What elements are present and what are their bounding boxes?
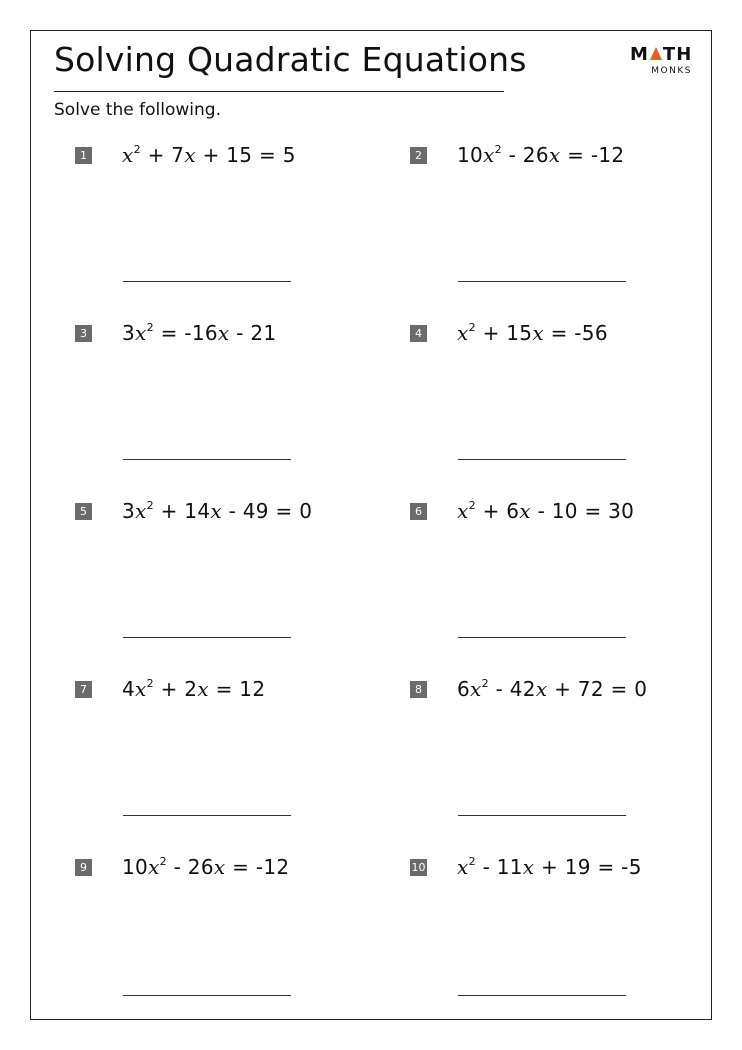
problem-7 (75, 677, 375, 707)
coefficient: 3 (122, 321, 136, 345)
math-monks-logo (630, 46, 692, 76)
term: - 11 (475, 855, 523, 879)
problem-10 (410, 855, 710, 885)
problem-number-badge: 2 (410, 147, 427, 164)
term: - 26 (501, 143, 549, 167)
problem-number-badge: 1 (75, 147, 92, 164)
problem-number-badge: 9 (75, 859, 92, 876)
logo-wordmark (630, 46, 692, 64)
variable: x (470, 677, 482, 701)
term: = -16 (153, 321, 218, 345)
exponent: 2 (146, 677, 154, 690)
variable: x (148, 855, 160, 879)
variable: x (535, 677, 548, 701)
equation-rest: - 21 (229, 321, 277, 345)
title-underline (54, 91, 504, 92)
exponent: 2 (146, 499, 154, 512)
variable: x (135, 499, 147, 523)
problem-number-badge: 10 (411, 861, 426, 874)
answer-line[interactable] (123, 637, 291, 638)
answer-line[interactable] (458, 637, 626, 638)
equation (122, 321, 276, 345)
problem-number-badge: 5 (75, 503, 92, 520)
term: + 6 (475, 499, 520, 523)
problem-4 (410, 321, 710, 351)
equation-rest: - 49 = 0 (221, 499, 313, 523)
problem-number-badge: 3 (75, 325, 92, 342)
logo-letter-m: M (630, 44, 649, 65)
equation (457, 143, 624, 167)
equation-rest: = 12 (208, 677, 266, 701)
exponent: 2 (133, 143, 141, 156)
equation-rest: = -12 (560, 143, 625, 167)
problem-2 (410, 143, 710, 173)
answer-line[interactable] (123, 281, 291, 282)
equation-rest: + 19 = -5 (534, 855, 642, 879)
page-title: Solving Quadratic Equations (54, 40, 527, 79)
answer-line[interactable] (458, 281, 626, 282)
variable: x (457, 855, 469, 879)
term: - 26 (166, 855, 214, 879)
problem-number-badge: 6 (410, 503, 427, 520)
problem-6 (410, 499, 710, 529)
variable: x (457, 499, 469, 523)
exponent: 2 (146, 321, 154, 334)
problem-number-badge: 7 (75, 681, 92, 698)
term: + 14 (153, 499, 211, 523)
equation (122, 677, 265, 701)
equation (122, 143, 296, 167)
coefficient: 10 (457, 143, 484, 167)
variable: x (457, 321, 469, 345)
logo-subtext: MONKS (651, 66, 692, 76)
answer-line[interactable] (123, 995, 291, 996)
problem-number-badge: 8 (410, 681, 427, 698)
logo-letters-th: TH (662, 44, 693, 65)
equation-rest: + 72 = 0 (547, 677, 648, 701)
exponent: 2 (468, 321, 476, 334)
variable: x (135, 677, 147, 701)
equation (457, 855, 642, 879)
variable: x (532, 321, 544, 345)
answer-line[interactable] (458, 815, 626, 816)
equation-rest: - 10 = 30 (530, 499, 635, 523)
variable: x (519, 499, 531, 523)
instruction-text: Solve the following. (54, 100, 221, 120)
logo-triangle-icon (650, 47, 662, 60)
equation (457, 499, 634, 523)
equation-rest: = -12 (225, 855, 290, 879)
problem-9 (75, 855, 375, 885)
exponent: 2 (468, 855, 476, 868)
equation (457, 321, 608, 345)
coefficient: 3 (122, 499, 136, 523)
variable: x (122, 143, 134, 167)
variable: x (184, 143, 196, 167)
coefficient: 6 (457, 677, 471, 701)
answer-line[interactable] (458, 995, 626, 996)
variable: x (197, 677, 209, 701)
problem-1 (75, 143, 375, 173)
variable: x (210, 499, 222, 523)
problem-5 (75, 499, 375, 529)
exponent: 2 (159, 855, 167, 868)
exponent: 2 (468, 499, 476, 512)
answer-line[interactable] (123, 815, 291, 816)
term: + 2 (153, 677, 198, 701)
coefficient: 10 (122, 855, 149, 879)
coefficient: 4 (122, 677, 136, 701)
problem-3 (75, 321, 375, 351)
variable: x (483, 143, 495, 167)
exponent: 2 (494, 143, 502, 156)
variable: x (548, 143, 561, 167)
variable: x (135, 321, 147, 345)
equation-rest: = -56 (543, 321, 608, 345)
variable: x (522, 855, 535, 879)
problem-number-badge: 4 (410, 325, 427, 342)
equation-rest: + 15 = 5 (195, 143, 296, 167)
answer-line[interactable] (458, 459, 626, 460)
answer-line[interactable] (123, 459, 291, 460)
variable: x (217, 321, 230, 345)
term: + 7 (140, 143, 185, 167)
term: - 42 (488, 677, 536, 701)
equation (457, 677, 647, 701)
equation (122, 855, 289, 879)
term: + 15 (475, 321, 533, 345)
problem-8 (410, 677, 710, 707)
variable: x (213, 855, 226, 879)
exponent: 2 (481, 677, 489, 690)
equation (122, 499, 312, 523)
